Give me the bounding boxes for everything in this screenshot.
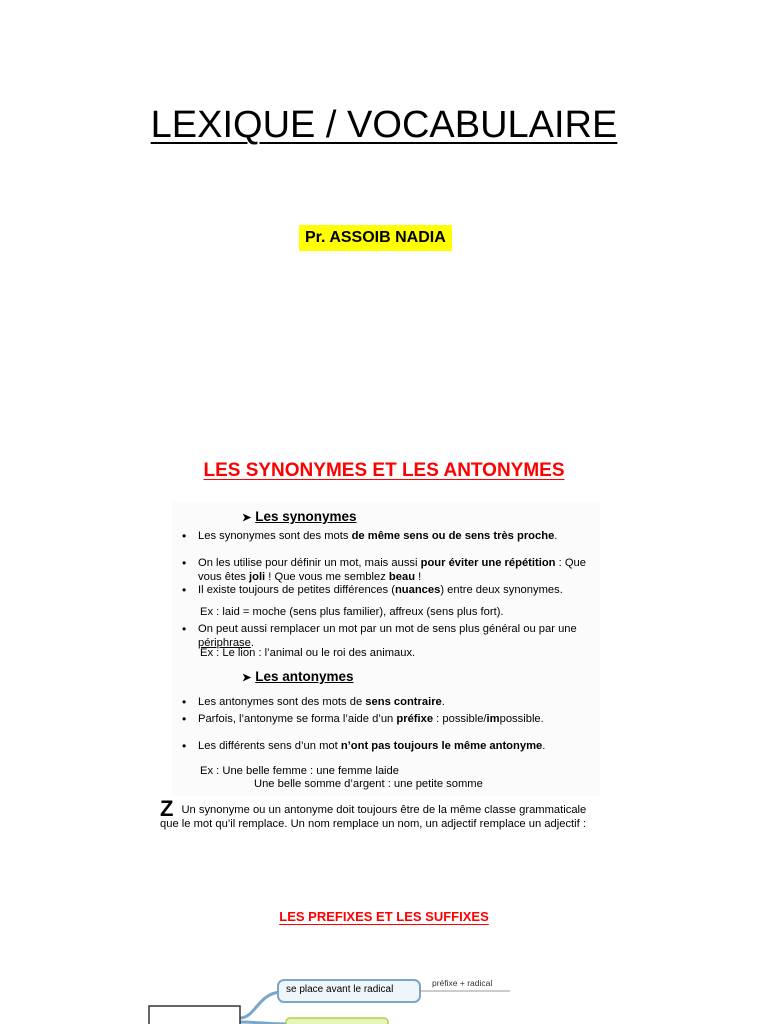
section-title-synonymes-antonymes: LES SYNONYMES ET LES ANTONYMES bbox=[203, 460, 565, 481]
example-text: Ex : Le lion : l’animal ou le roi des animaux. bbox=[200, 647, 416, 659]
example-text: Ex : Une belle femme : une femme laide bbox=[200, 765, 399, 777]
antonymes-heading bbox=[242, 670, 354, 686]
document-title: LEXIQUE / VOCABULAIRE bbox=[150, 104, 618, 146]
synonymes-heading bbox=[242, 510, 357, 526]
arrow-icon: ➤ bbox=[242, 512, 252, 524]
example-text: Une belle somme d’argent : une petite somme bbox=[254, 778, 483, 790]
list-item: • Les antonymes sont des mots de sens contraire. bbox=[182, 696, 594, 710]
list-item: • Il existe toujours de petites différences (nuances) entre deux synonymes. bbox=[182, 584, 594, 598]
note-symbol: Z bbox=[160, 796, 174, 821]
diagram-node-label: se place avant le radical bbox=[286, 984, 394, 995]
list-item: • Parfois, l’antonyme se forma l’aide d’un préfixe : possible/impossible. bbox=[182, 713, 594, 727]
diagram-node-box bbox=[286, 1018, 388, 1024]
note-text: Un synonyme ou un antonyme doit toujours être de la même classe grammaticale que le mot qu’il remplace. Un nom remplace un nom, un adjectif remplace un adjectif : bbox=[160, 804, 587, 830]
diagram-note-label: préfixe + radical bbox=[432, 978, 493, 988]
author-name: Pr. ASSOIB NADIA bbox=[299, 225, 452, 251]
list-item: • Les synonymes sont des mots de même sens ou de sens très proche. bbox=[182, 530, 594, 544]
list-item: • Les différents sens d’un mot n’ont pas toujours le même antonyme. bbox=[182, 740, 594, 754]
example-text: Ex : laid = moche (sens plus familier), affreux (sens plus fort). bbox=[200, 606, 504, 618]
antonymes-heading-label: Les antonymes bbox=[255, 669, 354, 684]
diagram-connector bbox=[240, 992, 280, 1018]
list-item: • On les utilise pour définir un mot, mais aussi pour éviter une répétition : Que vous êtes joli ! Que vous me semblez beau ! bbox=[182, 557, 594, 584]
grammar-note bbox=[160, 796, 600, 831]
arrow-icon: ➤ bbox=[242, 672, 252, 684]
section-title-prefixes-suffixes: LES PREFIXES ET LES SUFFIXES bbox=[279, 909, 489, 924]
scanned-lesson-excerpt bbox=[172, 502, 600, 796]
list-item: • On peut aussi remplacer un mot par un mot de sens plus général ou par une périphrase. bbox=[182, 623, 594, 650]
diagram-root-box bbox=[149, 1006, 240, 1024]
synonymes-heading-label: Les synonymes bbox=[255, 509, 357, 524]
